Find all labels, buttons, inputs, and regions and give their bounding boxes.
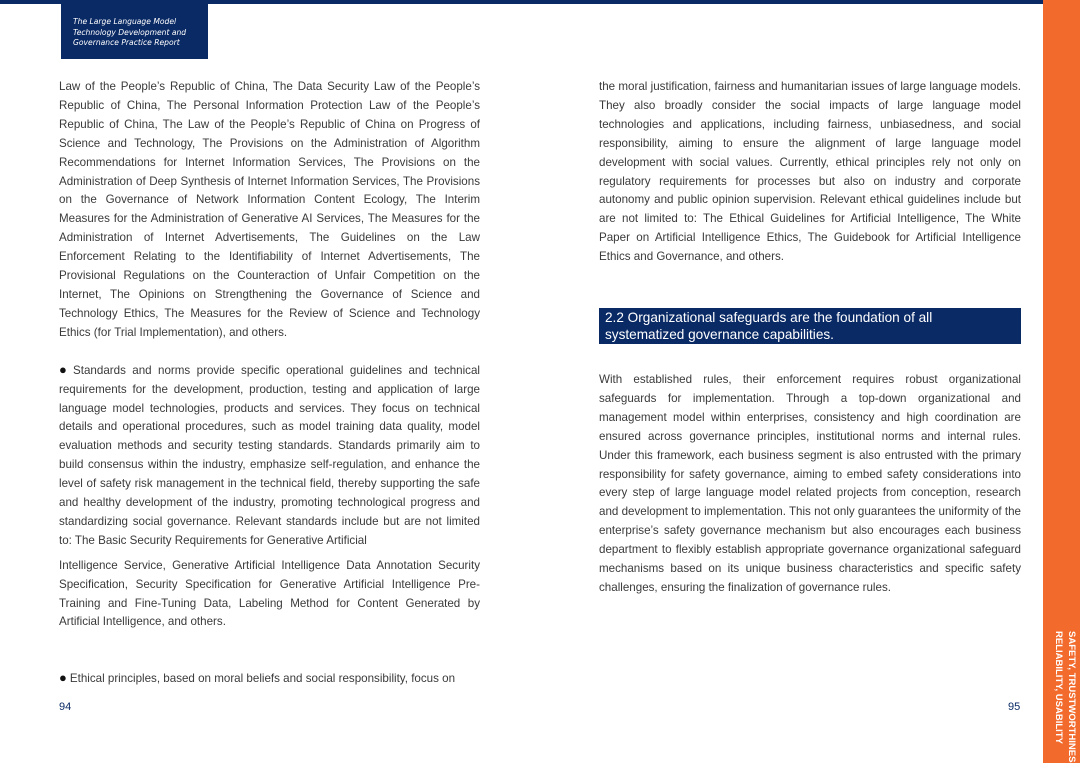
ethics-text: Ethical principles, based on moral beliefs and social responsibility, focus on (69, 672, 456, 685)
report-title-box (61, 0, 208, 59)
standards-text: Standards and norms provide specific operational guidelines and technical requirements for the development, production, testing and application of large language model technologies, products and services. They focus on technical details and operational procedures, such as model training data quality, model evaluation methods and security testing standards. Standards primarily aim to build consensus within the industry, emphasize self-regulation, and enhance the level of safety risk management in the technical field, thereby supporting the safe and healthy development of the industry, promoting technological progress and standardizing social governance. Relevant standards include but are not limited to: The Basic Security Requirements for Generative Artificial (59, 363, 480, 547)
report-title-line-2: Technology Development and (73, 27, 187, 37)
section-heading-line-2: systematized governance capabilities. (605, 326, 834, 342)
left-paragraph-standards-cont: Intelligence Service, Generative Artificial Intelligence Data Annotation Security Specification, Security Specification for Generative Artificial Intelligence Pre-Training and Fine-Tuning Data, Labeling Method for Content Generated by Artificial Intelligence, and others. (59, 558, 480, 629)
left-column (59, 78, 480, 685)
bullet-icon: ● (59, 670, 67, 685)
right-paragraph-ethics-cont: the moral justification, fairness and humanitarian issues of large language models. They also broadly consider the social impacts of large language model technologies and applications, including fairness, unbiasedness, and social responsibility, aiming to ensure the alignment of large language model development with social values. Currently, ethical principles rely not only on regulatory requirements for processes but also on industry and corporate autonomy and public opinion supervision. Relevant ethical guidelines include but are not limited to: The Ethical Guidelines for Artificial Intelligence, The White Paper on Artificial Intelligence Ethics, The Guidebook for Artificial Intelligence Ethics and Governance, and others. (599, 80, 1021, 264)
sidebar-label (1052, 631, 1078, 769)
sidebar-label-line-2: RELIABILITY, USABILITY (1053, 631, 1064, 744)
section-heading (599, 308, 1021, 344)
page-number-right: 95 (1008, 701, 1021, 713)
left-paragraph-standards (59, 361, 480, 551)
report-title-line-1: The Large Language Model (73, 17, 177, 26)
left-paragraph-laws: Law of the People’s Republic of China, The Data Security Law of the People’s Republic of China, The Personal Information Protection Law of the People’s Republic of China, The Law of the People’s Republic of China on Progress of Science and Technology, The Provisions on the Administration of Algorithm Recommendations for Internet Information Services, The Provisions on the Administration of Deep Synthesis of Internet Information Services, The Provisions on the Governance of Network Information Content Ecology, The Interim Measures for the Administration of Generative AI Services, The Measures for the Administration of Internet Advertisements, The Guidelines on the Law Enforcement Relating to the Identifiability of Internet Advertisements, The Provisional Regulations on the Counteraction of Unfair Competition on the Internet, The Opinions on Strengthening the Governance of Science and Technology Ethics, The Measures for the Review of Science and Technology Ethics (for Trial Implementation), and others. (59, 80, 480, 339)
sidebar-label-line-1: SAFETY, TRUSTWORTHINESS (1066, 631, 1077, 769)
report-title-line-3: Governance Practice Report (73, 38, 180, 47)
bullet-icon: ● (59, 361, 71, 377)
page-number-left: 94 (59, 701, 72, 713)
left-paragraph-ethics (59, 669, 480, 689)
right-paragraph-organizational: With established rules, their enforcement requires robust organizational safeguards for implementation. Through a top-down organizational and management model within enterprises, consistency and high coordination are ensured across governance principles, institutional norms and internal rules. Under this framework, each business segment is also entrusted with the primary responsibility for safety governance, aiming to embed safety considerations into every step of large language model related projects from conception, research and development to implementation. This not only guarantees the uniformity of the enterprise’s safety governance mechanism but also encourages each business department to flexibly establish appropriate governance organizational safeguard mechanisms based on its unique business characteristics and specific safety challenges, ensuring the finalization of governance rules. (599, 373, 1021, 594)
section-heading-line-1: 2.2 Organizational safeguards are the foundation of all (605, 310, 933, 325)
